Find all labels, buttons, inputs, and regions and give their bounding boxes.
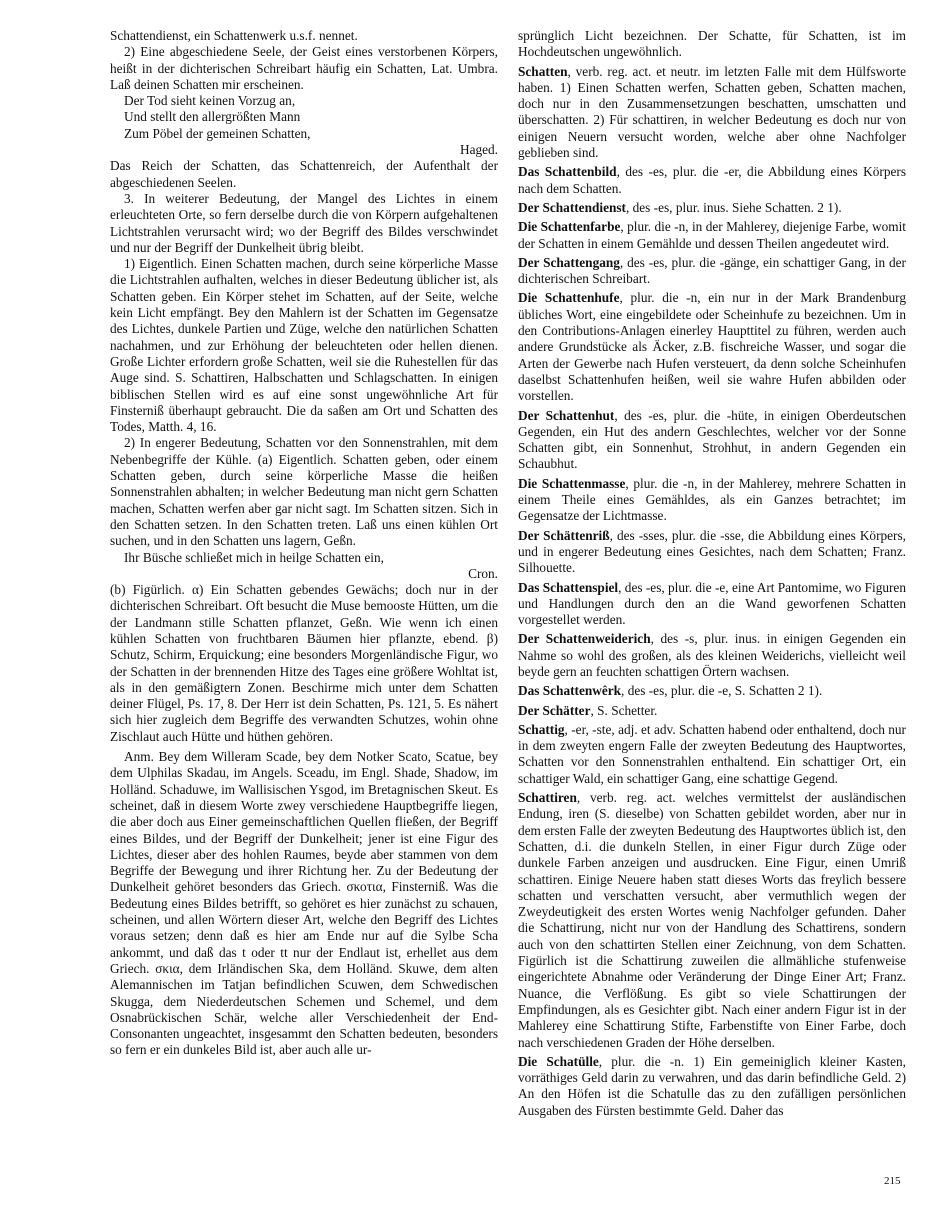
annotation-paragraph: Anm. Bey dem Willeram Scade, bey dem Notker Scato, Scatue, bey dem Ulphilas Skadau, im Angels. Sceadu, im Engl. Shade, Shadow, im Holländ. Schaduwe, im Wallisischen Ysgod, im Bretagnischen Skeut. Es scheinet, daß in diesem Worte zwey verschiedene Hauptbegriffe liegen, die aber doch aus Einer gemeinschaftlichen Quellen fließen, der Begriff eines Bildes, und der Begriff der Dunkelheit; jener ist eine Figur des Lichtes, dieser aber des hohlen Raumes, beyde aber stammen von dem Begriffe der Bewegung und ihrer Richtung her. Zu der Bedeutung der Dunkelheit gehöret besonders das Griech. σκοτια, Finsterniß. Was die Bedeutung eines Bildes betrifft, so gehöret es hier zunächst zu schauen, scheinen, und allen Wörtern dieser Art, welche den Begriff des Lichtes voraus setzen; denn daß es hier am Ende nur auf die Sylbe Scha ankommt, und daß das t oder tt nur der Endlaut ist, erhellet aus dem Griech. σκια, dem Irländischen Ska, dem Holländ. Skuwe, dem alten Alemannischen im Tatjan befindlichen Scuwen, dem Schwedischen Skugga, dem Niederdeutschen Schemen und Schemel, und dem Osnabrückischen Schär, welche aller Verschiedenheit der End-Consonanten ungeachtet, insgesammt den Schatten bedeuten, besonders so fern er ein dunkeles Bild ist, aber auch alle ur- xyxy=(110,749,498,1058)
entry-text: , des -es, plur. die -gänge, ein schattiger Gang, in der dichterischen Schreibart. xyxy=(518,254,906,287)
entry-headword: Der Schattenhut xyxy=(518,407,615,423)
dictionary-entry xyxy=(518,580,906,629)
paragraph: Schattendienst, ein Schattenwerk u.s.f. nennet. xyxy=(110,28,358,43)
dictionary-entry xyxy=(518,703,906,719)
entry-text: , -er, -ste, adj. et adv. Schatten habend oder enthaltend, doch nur in dem zweyten engern Falle der zweyten Bedeutung des Hauptwortes, Schatten vor den Sonnenstrahlen enthaltend. Ein schattiger Ort, ein schattiger Wald, ein schattiger Gang, eine schattige Gegend. xyxy=(518,721,906,786)
entry-headword: Die Schattenhufe xyxy=(518,290,620,306)
entry-headword: Schattiren xyxy=(518,790,577,806)
dictionary-entry xyxy=(518,64,906,162)
dictionary-entry xyxy=(518,200,906,216)
verse-line: Der Tod sieht keinen Vorzug an, xyxy=(124,93,296,109)
entry-text: , des -sses, plur. die -sse, die Abbildung eines Körpers, und in engerer Bedeutung eines Gesichtes, nach dem Schatten; Franz. Silhouette. xyxy=(518,527,906,576)
dictionary-entry xyxy=(518,528,906,577)
entry-text: , plur. die -n. 1) Ein gemeiniglich kleiner Kasten, vorräthiges Geld darin zu verwahren, und das darin befindliche Geld. 2) An den Höfen ist die Schatulle das zu den zufälligen persönlichen Ausgaben des Fürsten bestimmte Geld. Daher das xyxy=(518,1053,906,1118)
entry-text: , verb. reg. act. et neutr. im letzten Falle mit dem Hülfsworte haben. 1) Einen Schatten werfen, Schatten geben, Schatten machen, doch nur in den Zusammensetzungen beschatten, umschatten und überschatten. 2) Für schattiren, in welcher Bedeutung es doch nur von einigen Neuern versucht worden, welche aber ohne Nachfolger geblieben sind. xyxy=(518,63,906,161)
entry-text: sprünglich Licht bezeichnen. Der Schatte, für Schatten, ist im Hochdeutschen ungewöhnlich. xyxy=(518,28,906,60)
entry-text: , des -s, plur. inus. in einigen Gegenden ein Nahme so wohl des großen, als des kleinen Weiderichs, vielleicht weil beyde gern an feuchten schattigen Örtern wachsen. xyxy=(518,631,906,679)
entry-headword: Die Schatülle xyxy=(518,1053,599,1069)
entry-text: , plur. die -n, in der Mahlerey, diejenige Farbe, womit der Schatten in einem Gemählde und dessen Theilen angedeutet wird. xyxy=(518,219,906,251)
entry-text: , des -es, plur. inus. Siehe Schatten. 2 1). xyxy=(625,199,842,215)
entry-headword: Das Schattenwêrk xyxy=(518,683,622,699)
dictionary-entry xyxy=(518,164,906,197)
entry-text: , des -es, plur. die -e, S. Schatten 2 1). xyxy=(621,683,823,699)
entry-headword: Die Schattenfarbe xyxy=(518,219,621,235)
dictionary-entry xyxy=(518,722,906,787)
entry-text: , plur. die -n, in der Mahlerey, mehrere Schatten in einem Theile eines Gemähldes, als ein Ganzes betrachtet; im Gegensatze der Lichtmasse. xyxy=(518,475,907,524)
entry-text: , S. Schetter. xyxy=(590,702,658,718)
entry-headword: Die Schattenmasse xyxy=(518,475,626,491)
entry-headword: Das Schattenbild xyxy=(518,164,617,180)
paragraph: 1) Eigentlich. Einen Schatten machen, durch seine körperliche Masse die Lichtstrahlen aufhalten, welches in dieser Bedeutung üblicher ist, als Schatten geben. Ein Körper stehet im Schatten, auf der Seite, welche kein Licht empfängt. Bey den Mahlern ist der Schatten im Gegensatze des Lichtes, dunkele Partien und Züge, welche den natürlichen Schatten nachahmen, und zur Erhöhung der beleuchteten oder hellen dienen. Große Lichter erfordern große Schatten, weil sie die Ruhestellen für das Auge sind. S. Schattiren, Halbschatten und Schlagschatten. In einigen biblischen Stellen wird es auf eine sonst ungewöhnliche Art für Finsterniß überhaupt gebraucht. Die da saßen am Ort und Schatten des Todes, Matth. 4, 16. xyxy=(110,256,498,435)
quote-source: Cron. xyxy=(468,565,498,581)
paragraph: 2) In engerer Bedeutung, Schatten vor den Sonnenstrahlen, mit dem Nebenbegriffe der Kühle. (a) Eigentlich. Schatten geben, oder einem Schatten geben, durch seine körperliche Masse die heißen Sonnenstrahlen abhalten; in welcher Bedeutung man nicht gern Schatten machen, Schatten werfen aber gar nicht sagt. Im Schatten sitzen. Sich in den Schatten setzen. In den Schatten treten. Laß uns einen kühlen Ort suchen, und in den Schatten uns lagern, Geßn. xyxy=(110,435,498,549)
dictionary-entry xyxy=(518,790,906,1051)
verse-line: Ihr Büsche schließet mich in heilge Schatten ein, xyxy=(124,549,384,565)
entry-continuation xyxy=(518,28,906,61)
page-number: 215 xyxy=(884,1175,901,1187)
dictionary-entry xyxy=(518,631,906,680)
entry-headword: Der Schattendienst xyxy=(518,199,626,215)
quote-source: Haged. xyxy=(459,142,498,158)
dictionary-entry xyxy=(518,255,906,288)
entry-headword: Schattig xyxy=(518,721,565,737)
dictionary-entry xyxy=(518,219,906,252)
paragraph: 2) Eine abgeschiedene Seele, der Geist eines verstorbenen Körpers, heißt in der dichterischen Schreibart häufig ein Schatten, Lat. Umbra. Laß deinen Schatten mir erscheinen. xyxy=(110,44,498,92)
dictionary-entry xyxy=(518,1054,906,1119)
entry-headword: Der Schattengang xyxy=(518,254,620,270)
dictionary-entry xyxy=(518,683,906,699)
dictionary-entry xyxy=(518,476,906,525)
right-column xyxy=(518,28,906,1122)
entry-text: , des -es, plur. die -e, eine Art Pantomime, wo Figuren und Handlungen durch den an die Wand geworfenen Schatten vorgestellet werden. xyxy=(518,579,906,628)
entry-headword: Das Schattenspiel xyxy=(518,579,619,595)
verse-line: Zum Pöbel der gemeinen Schatten, xyxy=(124,125,311,141)
paragraph: Das Reich der Schatten, das Schattenreich, der Aufenthalt der abgeschiedenen Seelen. xyxy=(110,158,498,190)
left-column xyxy=(110,28,498,1059)
verse-line: Und stellt den allergrößten Mann xyxy=(124,109,301,125)
paragraph: (b) Figürlich. α) Ein Schatten gebendes Gewächs; doch nur in der dichterischen Schreibart. Oft besucht die Muse bemooste Hütten, um die der Landmann stille Schatten pflanzet, Geßn. Wie wenn ich einen kühlen Schatten von fruchtbaren Bäumen hier pflanzte, ebend. β) Schutz, Schirm, Erquickung; eine besonders Morgenländische Figur, wo der Schatten in der brennenden Hitze des Tages eine größere Wohltat ist, als in den gemäßigtern Zonen. Beschirme mich unter dem Schatten deiner Flügel, Ps. 17, 8. Der Herr ist dein Schatten, Ps. 121, 5. Es nähert sich hier zugleich dem Begriffe des verwandten Schutzes, wohin ohne Zischlaut auch Hütte und hüthen gehören. xyxy=(110,582,498,744)
dictionary-entry xyxy=(518,290,906,404)
entry-text: , verb. reg. act. welches vermittelst der ausländischen Endung, iren (S. dieselbe) von Schatten gebildet worden, aber nur in dem ersten Falle der zweyten Bedeutung des Hauptwortes üblich ist, den Schatten, d.i. die dunkeln Stellen, in einer Figur durch Züge oder dunkele Farben anzeigen und ausdrucken. Eine Figur, einen Umriß schattiren. Einige Neuere haben statt dieses Worts das freylich bessere schatten und verschatten versucht, aber vermuthlich wegen der Zweydeutigkeit des ersten Wortes wenig Nachfolger gefunden. Daher die Schattirung, nicht nur von der Handlung des Schattirens, sondern auch von den schattirten Stellen einer Zeichnung, von dem Schatten. Figürlich ist die Schattirung zuweilen die allmähliche stufenweise eingerichtete Abnahme oder Veränderung der Dinge Einer Art; Franz. Nuance, die Verflößung. Es gibt so viele Schattirungen der Empfindungen, als es Gesichter gibt. Nach einer andern Figur ist in der Mahlerey eine Schattirung Stifte, Farbenstifte von Einer Farbe, doch nach verschiedenen Graden der Höhe derselben. xyxy=(518,790,906,1050)
paragraph: 3. In weiterer Bedeutung, der Mangel des Lichtes in einem erleuchteten Orte, so fern derselbe durch die von Körpern aufgehaltenen Lichtstrahlen verursacht wird; wo der Begriff des Bildes verschwindet und nur der Begriff der Dunkelheit übrig bleibt. xyxy=(110,190,498,255)
entry-headword: Der Schattenweiderich xyxy=(518,631,651,647)
dictionary-entry xyxy=(518,408,906,473)
entry-text: , plur. die -n, ein nur in der Mark Brandenburg übliches Wort, eine eingebildete oder Scheinhufe zu bezeichnen. Um in den Contributions-Anlagen einerley Haupttitel zu führen, werden auch andere Grundstücke als Äcker, z.B. fischreiche Wasser, und sogar die Arten der Gewerbe nach Hufen versteuert, da denn solche Scheinhufen daselbst Schattenhufen heißen, weil sie wahre Hufen abbilden oder vorstellen. xyxy=(518,290,907,404)
entry-headword: Der Schätter xyxy=(518,702,591,718)
entry-text: , des -es, plur. die -hüte, in einigen Oberdeutschen Gegenden, ein Hut des andern Geschlechtes, welcher vor der Sonne Schatten gibt, ein Sonnenhut, Strohhut, in andern Gegenden ein Schaubhut. xyxy=(518,407,906,472)
entry-headword: Schatten xyxy=(518,63,568,79)
entry-text: , des -es, plur. die -er, die Abbildung eines Körpers nach dem Schatten. xyxy=(518,164,906,196)
entry-headword: Der Schättenriß xyxy=(518,527,610,543)
